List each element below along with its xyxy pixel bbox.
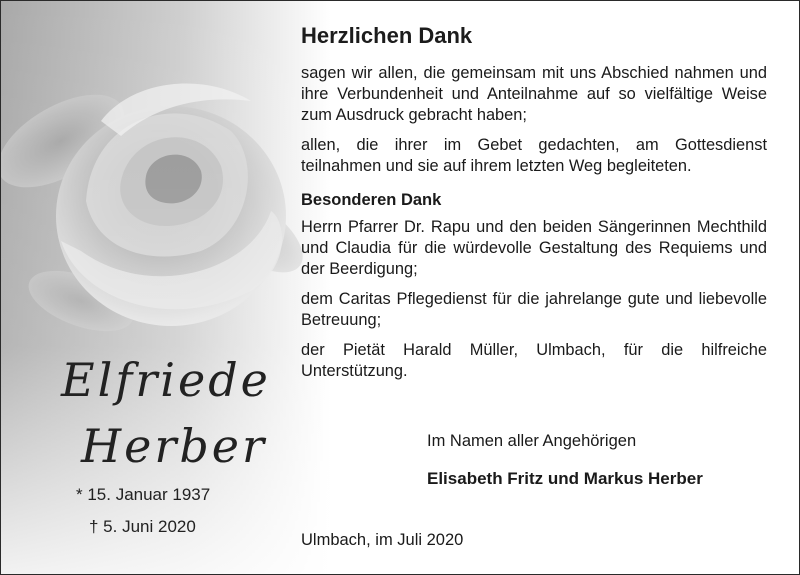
paragraph-funeral-home: der Pietät Harald Müller, Ulmbach, für die hilfreiche Unterstützung.: [301, 341, 767, 380]
last-name: Herber: [81, 419, 267, 473]
on-behalf-line: Im Namen aller Angehörigen: [427, 432, 637, 450]
notice-text: [301, 23, 767, 391]
birth-date: * 15. Januar 1937: [76, 485, 211, 504]
paragraph-pastor: Herrn Pfarrer Dr. Rapu und den beiden Sängerinnen Mechthild und Claudia für die würdevolle Gestaltung des Requiems und der Beerdigung;: [301, 218, 767, 278]
paragraph-thanks: sagen wir allen, die gemeinsam mit uns Abschied nahmen und ihre Verbundenheit und Anteilnahme auf so vielfältige Weise zum Ausdruck gebracht haben;: [301, 64, 767, 124]
notice-title: Herzlichen Dank: [301, 23, 473, 48]
first-name: Elfriede: [61, 353, 271, 407]
signers: Elisabeth Fritz und Markus Herber: [427, 469, 703, 488]
place-date: Ulmbach, im Juli 2020: [301, 531, 464, 549]
paragraph-caritas: dem Caritas Pflegedienst für die jahrelange gute und liebevolle Betreuung;: [301, 290, 767, 329]
special-thanks-heading: Besonderen Dank: [301, 191, 442, 209]
paragraph-prayer: allen, die ihrer im Gebet gedachten, am Gottesdienst teilnahmen und sie auf ihrem letzten Weg begleiteten.: [301, 136, 767, 175]
death-date: † 5. Juni 2020: [89, 517, 196, 536]
